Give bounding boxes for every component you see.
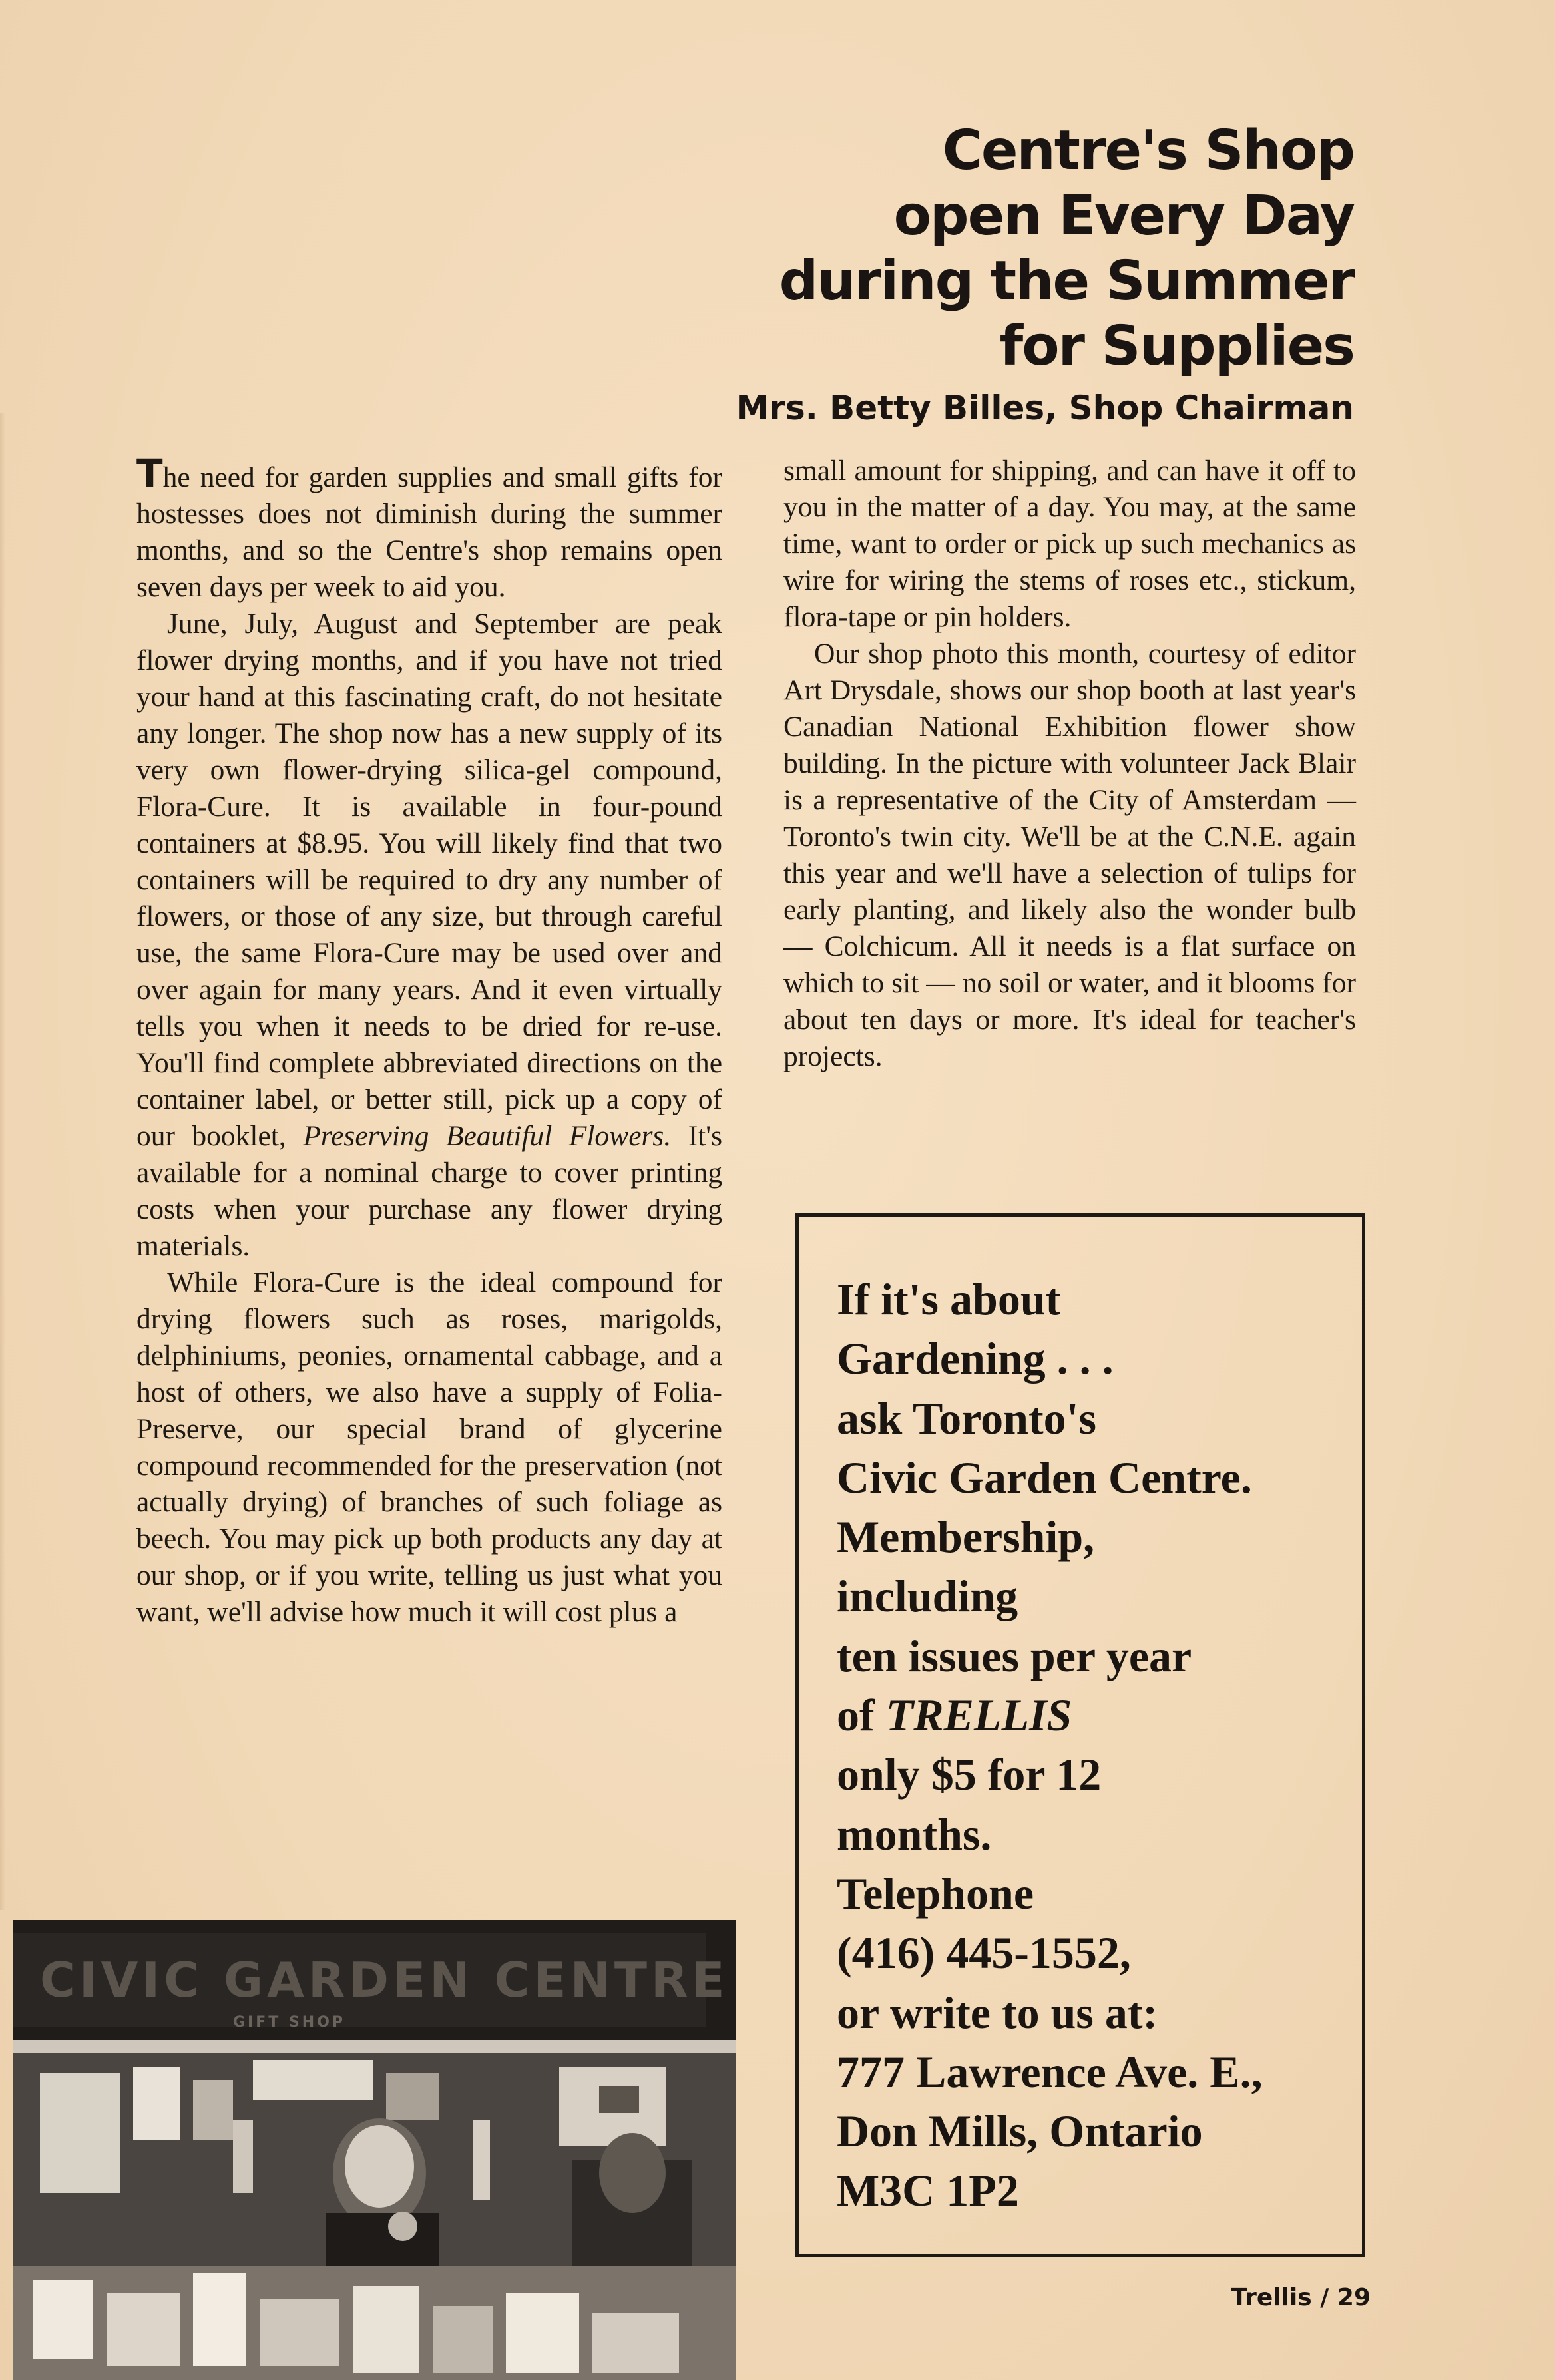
- ad-postal-code: M3C 1P2: [837, 2165, 1019, 2216]
- paragraph-continued: small amount for shipping, and can have it off to you in the matter of a day. You may, at the same time, want to order or pick up such mechanics as wire for wiring the stems of roses etc., stickum, flora-tape or pin holders.: [783, 455, 1356, 633]
- headline-line: for Supplies: [999, 315, 1354, 378]
- article-left-column: [136, 451, 723, 1631]
- ad-line: Membership,: [837, 1511, 1095, 1563]
- ad-line: Telephone: [837, 1868, 1034, 1919]
- ad-line: months.: [837, 1808, 992, 1860]
- article-headline: [555, 118, 1354, 379]
- ad-line: ask Toronto's: [837, 1392, 1096, 1444]
- magazine-title: TRELLIS: [885, 1690, 1072, 1741]
- article-byline: Mrs. Betty Billes, Shop Chairman: [736, 389, 1354, 427]
- headline-line: Centre's Shop: [942, 119, 1354, 182]
- headline-line: during the Summer: [779, 250, 1354, 313]
- ad-line: If it's about: [837, 1274, 1061, 1324]
- headline-line: open Every Day: [893, 184, 1354, 248]
- paragraph-text: June, July, August and September are peak flower drying months, and if you have not tried your hand at this fascinating craft, do not hesitate any longer. The shop now has a new supply of its very own flower-drying silica-gel compound, Flora-Cure. It is available in four-pound containers at $8.95. You will likely find that two containers will be required to dry any number of flowers, or those of any size, but through careful use, the same Flora-Cure may be used over and over again for many years. And it even virtually tells you when it needs to be dried for re-use. You'll find complete abbreviated directions on the container label, or better still, pick up a copy of our booklet,: [136, 608, 722, 1152]
- ad-line: Civic Garden Centre.: [837, 1452, 1252, 1503]
- shop-booth-photo: [13, 1920, 736, 2380]
- photo-sign-subtext: GIFT SHOP: [233, 2014, 346, 2031]
- ad-line: only $5 for 12: [837, 1749, 1102, 1800]
- photo-sign-text: CIVIC GARDEN CENTRE: [40, 1952, 729, 2008]
- booklet-title: Preserving Beautiful Flowers.: [303, 1120, 672, 1152]
- ad-line: [837, 1686, 1263, 1745]
- paragraph-2: [136, 606, 722, 1265]
- paragraph-text: It's available for a nominal charge to cover printing costs when your purchase any flower drying materials.: [136, 1120, 723, 1262]
- page-edge-shadow: [0, 413, 5, 1910]
- photo-illustration: [13, 1920, 736, 2380]
- ad-line: including: [837, 1571, 1018, 1622]
- paragraph-photo-caption: Our shop photo this month, courtesy of editor Art Drysdale, shows our shop booth at last year's Canadian National Exhibition flower show building. In the picture with volunteer Jack Blair is a representative of the City of Amsterdam — Toronto's twin city. We'll be at the C.N.E. again this year and we'll have a selection of tulips for early planting, and likely also the wonder bulb — Colchicum. All it needs is a flat surface on which to sit — no soil or water, and it blooms for about ten days or more. It's ideal for teacher's projects.: [783, 638, 1356, 1072]
- ad-line: or write to us at:: [837, 1987, 1158, 2038]
- membership-ad-text: [837, 1270, 1263, 2221]
- ad-line: ten issues per year: [837, 1630, 1192, 1681]
- ad-address: 777 Lawrence Ave. E.,: [837, 2046, 1263, 2097]
- page-footer: Trellis / 29: [1231, 2284, 1371, 2311]
- paragraph-3: While Flora-Cure is the ideal compound for drying flowers such as roses, marigolds, delphiniums, peonies, ornamental cabbage, and a host of others, we also have a supply of Folia-Preserve, our special brand of glycerine compound recommended for the preservation (not actually drying) of branches of such foliage as beech. You may pick up both products any day at our shop, or if you write, telling us just what you want, we'll advise how much it will cost plus a: [136, 1267, 722, 1628]
- paragraph-text: he need for garden supplies and small gifts for hostesses does not diminish during the summer months, and so the Centre's shop remains open seven days per week to aid you.: [136, 461, 722, 603]
- ad-word: of: [837, 1690, 875, 1741]
- article-right-column: [783, 453, 1356, 1075]
- ad-address: Don Mills, Ontario: [837, 2106, 1203, 2157]
- ad-phone: (416) 445-1552,: [837, 1927, 1131, 1979]
- ad-line: Gardening . . .: [837, 1333, 1114, 1384]
- paragraph-1: [136, 451, 722, 606]
- drop-cap: T: [136, 451, 163, 496]
